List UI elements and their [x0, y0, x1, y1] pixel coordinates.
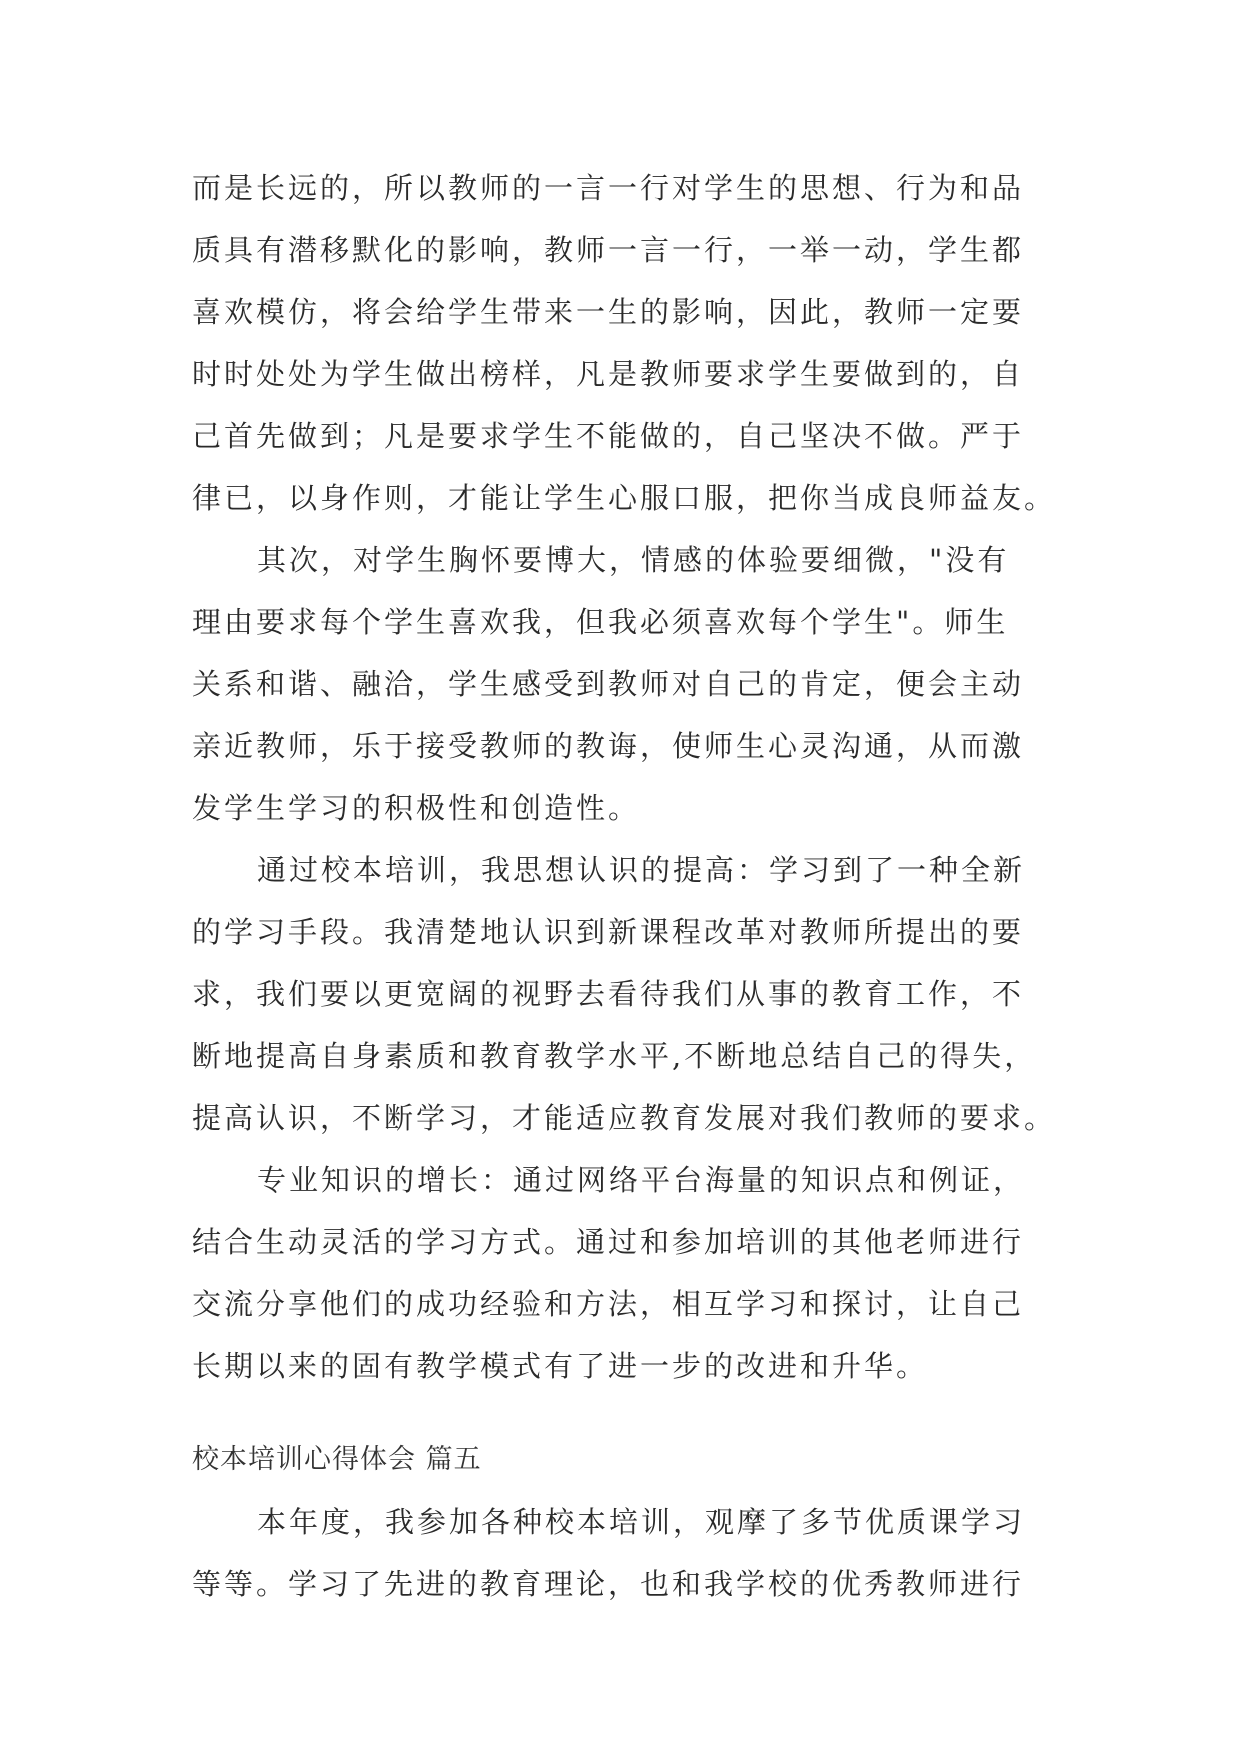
paragraph-line: 己首先做到；凡是要求学生不能做的，自己坚决不做。严于: [192, 419, 1025, 453]
paragraph-line: 时时处处为学生做出榜样，凡是教师要求学生要做到的，自: [192, 357, 1025, 391]
paragraph-line: 专业知识的增长：通过网络平台海量的知识点和例证，: [257, 1163, 1026, 1197]
paragraph-line: 关系和谐、融洽，学生感受到教师对自己的肯定，便会主动: [192, 667, 1025, 701]
paragraph-line: 通过校本培训，我思想认识的提高：学习到了一种全新: [257, 853, 1026, 887]
paragraph-line: 结合生动灵活的学习方式。通过和参加培训的其他老师进行: [192, 1225, 1025, 1259]
paragraph-line: 长期以来的固有教学模式有了进一步的改进和升华。: [192, 1349, 929, 1383]
paragraph-line: 喜欢模仿，将会给学生带来一生的影响，因此，教师一定要: [192, 295, 1025, 329]
paragraph-line: 提高认识，不断学习，才能适应教育发展对我们教师的要求。: [192, 1101, 1057, 1135]
paragraph-line: 质具有潜移默化的影响，教师一言一行，一举一动，学生都: [192, 233, 1025, 267]
paragraph-line: 律已，以身作则，才能让学生心服口服，把你当成良师益友。: [192, 481, 1057, 515]
paragraph-line: 等等。学习了先进的教育理论，也和我学校的优秀教师进行: [192, 1567, 1025, 1601]
paragraph-line: 发学生学习的积极性和创造性。: [192, 791, 641, 825]
paragraph-line: 求，我们要以更宽阔的视野去看待我们从事的教育工作，不: [192, 977, 1025, 1011]
paragraph-line: 理由要求每个学生喜欢我，但我必须喜欢每个学生"。师生: [192, 605, 1009, 639]
paragraph-line: 交流分享他们的成功经验和方法，相互学习和探讨，让自己: [192, 1287, 1025, 1321]
paragraph-line: 其次，对学生胸怀要博大，情感的体验要细微，"没有: [257, 543, 1010, 577]
paragraph-line: 本年度，我参加各种校本培训，观摩了多节优质课学习: [257, 1505, 1026, 1539]
paragraph-line: 的学习手段。我清楚地认识到新课程改革对教师所提出的要: [192, 915, 1025, 949]
section-heading: 校本培训心得体会 篇五: [192, 1444, 482, 1475]
paragraph-line: 断地提高自身素质和教育教学水平,不断地总结自己的得失，: [192, 1039, 1037, 1073]
paragraph-line: 而是长远的，所以教师的一言一行对学生的思想、行为和品: [192, 171, 1025, 205]
paragraph-line: 亲近教师，乐于接受教师的教诲，使师生心灵沟通，从而激: [192, 729, 1025, 763]
